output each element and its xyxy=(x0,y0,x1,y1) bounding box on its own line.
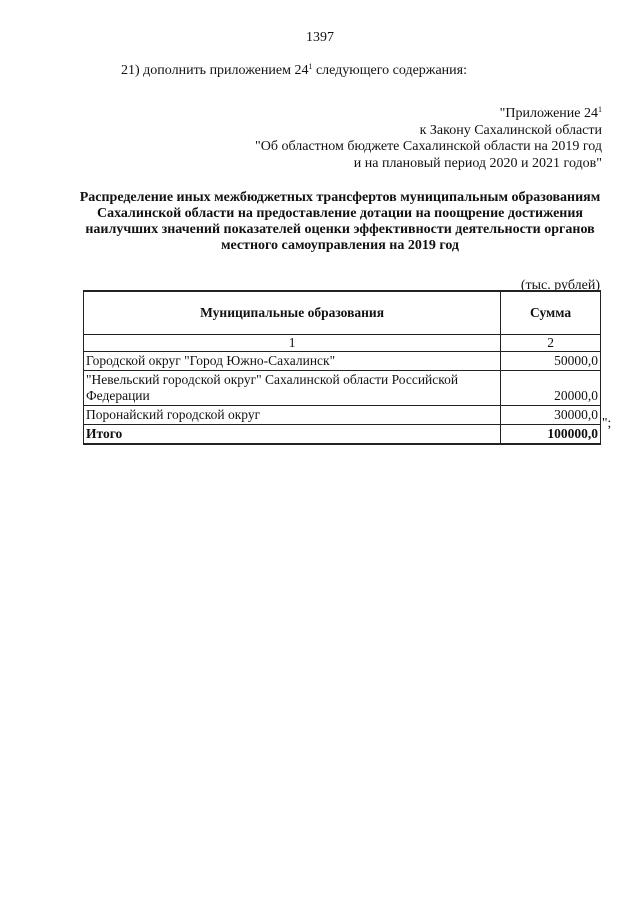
appendix-line-1 xyxy=(255,106,602,123)
table-header-row xyxy=(84,291,601,335)
appendix-line-2: к Закону Сахалинской области xyxy=(419,122,602,138)
title-line-2: Сахалинской области на предоставление дотации на поощрение достижения xyxy=(96,206,583,221)
closing-quote: "; xyxy=(602,415,612,430)
appendix-line-4: и на плановый период 2020 и 2021 годов" xyxy=(353,155,602,171)
amendment-superscript: 1 xyxy=(308,62,313,71)
total-amount: 100000,0 xyxy=(501,425,601,445)
column-number-1: 1 xyxy=(84,335,501,352)
amendment-line xyxy=(121,63,467,79)
amendment-suffix: следующего содержания: xyxy=(312,63,467,78)
units-note: (тыс. рублей) xyxy=(520,278,600,293)
appendix-superscript: 1 xyxy=(598,105,602,114)
header-municipalities: Муниципальные образования xyxy=(84,291,501,335)
header-amount: Сумма xyxy=(501,291,601,335)
table-row xyxy=(84,406,601,425)
page-number: 1397 xyxy=(306,30,334,45)
column-number-row xyxy=(84,335,601,352)
total-label: Итого xyxy=(84,425,501,445)
table-row xyxy=(84,352,601,371)
column-number-2: 2 xyxy=(501,335,601,352)
amendment-prefix: 21) дополнить приложением 24 xyxy=(121,63,309,78)
table-row xyxy=(84,371,601,406)
appendix-line-3: "Об областном бюджете Сахалинской области на 2019 год xyxy=(255,139,602,154)
row-municipality: Городской округ "Город Южно-Сахалинск" xyxy=(84,352,501,371)
row-amount: 50000,0 xyxy=(501,352,601,371)
appendix-label: "Приложение 24 xyxy=(499,106,598,121)
row-municipality: "Невельский городской округ" Сахалинской области Российской Федерации xyxy=(84,371,501,406)
row-amount: 30000,0 xyxy=(501,406,601,425)
table-total-row xyxy=(84,425,601,445)
row-municipality: Поронайский городской округ xyxy=(84,406,501,425)
row-amount: 20000,0 xyxy=(501,371,601,406)
document-title xyxy=(60,190,620,254)
title-line-4: местного самоуправления на 2019 год xyxy=(220,238,460,253)
appendix-header xyxy=(255,106,602,172)
allocation-table xyxy=(83,290,601,445)
title-line-1: Распределение иных межбюджетных трансфертов муниципальным образованиям xyxy=(79,190,601,205)
title-line-3: наилучших значений показателей оценки эффективности деятельности органов xyxy=(85,222,595,237)
